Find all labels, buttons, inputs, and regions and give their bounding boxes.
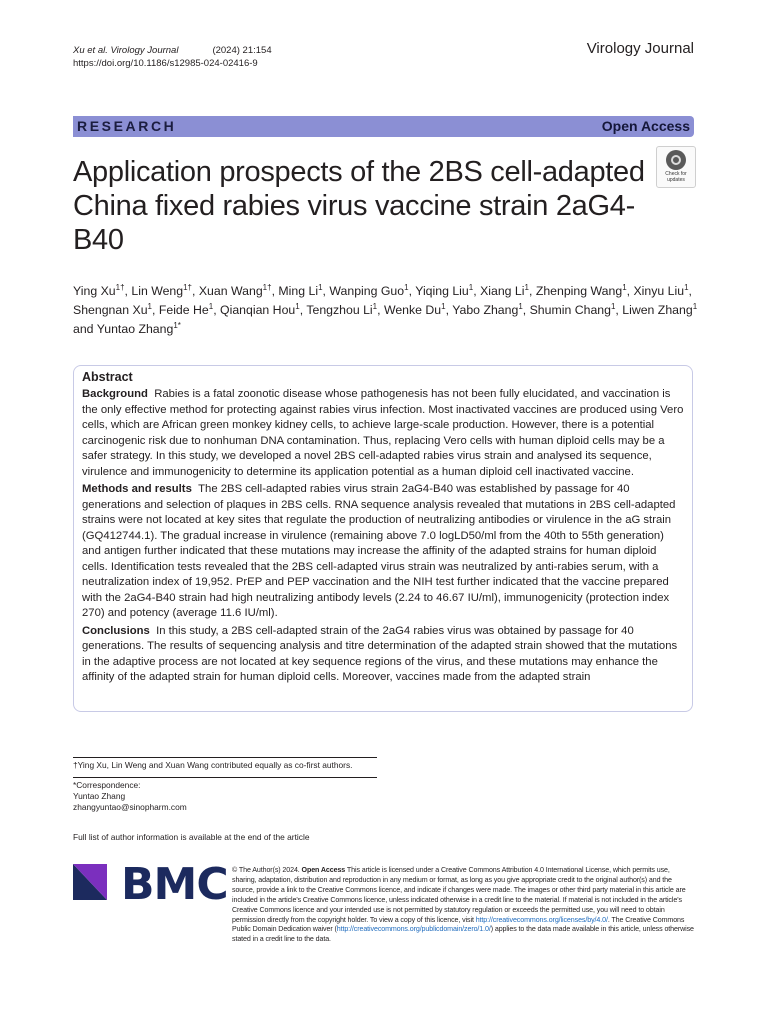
journal-name: Virology Journal [586, 40, 694, 57]
author-affiliation: 1 [147, 301, 152, 311]
correspondence-label: *Correspondence: [73, 780, 141, 790]
author-name[interactable]: Qianqian Hou [220, 303, 296, 317]
author-affiliation: 1† [262, 282, 272, 292]
license-body: This article is licensed under a Creative Commons Attribution 4.0 International License, which permits use, sharing, adaptation, distribution and reproduction in any medium or format, as long as you give appropriate credit to the original author(s) and the source, provide a link to the Creative Commons licence, and indicate if changes were made. The images or other third party material in this article are included in the article's Creative Commons licence, unless indicated otherwise in a credit line to the material. If material is not included in the article's Creative Commons licence and your intended use is not permitted by statutory regulation or exceeds the permitted use, you will need to obtain permission directly from the copyright holder. To view a copy of this licence, visit [232, 866, 686, 924]
bmc-logo-text: BMC [121, 859, 228, 910]
author-name[interactable]: Xiang Li [480, 284, 525, 298]
section-label: RESEARCH [77, 118, 177, 134]
author-name[interactable]: Lin Weng [131, 284, 184, 298]
author-affiliation: 1† [183, 282, 193, 292]
footnote-divider [73, 757, 377, 758]
author-info-note: Full list of author information is available at the end of the article [73, 832, 310, 842]
author-affiliation: 1 [404, 282, 409, 292]
citation-year: (2024) 21:154 [212, 45, 272, 56]
author-affiliation: 1* [173, 320, 181, 330]
license-open-access: Open Access [301, 866, 346, 874]
author-affiliation: 1 [692, 301, 698, 311]
license-body-2: . The Creative Commons Public Domain Dedication waiver ( [232, 915, 685, 934]
author-affiliation: 1 [622, 282, 627, 292]
correspondence-email[interactable]: zhangyuntao@sinopharm.com [73, 802, 187, 812]
abstract-background [82, 387, 684, 480]
author-affiliation: 1 [372, 301, 378, 311]
equal-contribution-note: †Ying Xu, Lin Weng and Xuan Wang contributed equally as co-first authors. [73, 760, 353, 770]
check-updates-line2: updates [667, 177, 685, 183]
author-affiliation: 1 [518, 301, 523, 311]
author-name[interactable]: Liwen Zhang [622, 303, 693, 317]
author-name[interactable]: Yuntao Zhang [96, 322, 174, 336]
author-affiliation: 1 [318, 282, 323, 292]
update-badge-icon [666, 150, 686, 170]
footnotes [73, 757, 377, 819]
author-affiliation: 1† [115, 282, 125, 292]
author-affiliation: 1 [441, 301, 446, 311]
check-for-updates-button[interactable] [656, 146, 696, 188]
author-name[interactable]: Ming Li [278, 284, 319, 298]
citation-header [73, 44, 272, 70]
author-name[interactable]: Xinyu Liu [633, 284, 685, 298]
open-access-label: Open Access [601, 118, 690, 134]
author-name[interactable]: Wanping Guo [329, 284, 405, 298]
author-list: Ying $Xu^{1\dagger}$, Lin Weng$^{1\dagger}$, Xuan Wang$^{1\dagger}$, Ming Li$^1$, Wanping Guo$^1$, Yiqing Liu$^1$, Xiang Li$^1$, Zhenping Wang$^1$, Xinyu Liu$^1$, Shengnan Xu$^1$, Feide He$^1$, Qianqian Hou$^1$, Tengzhou Li$^1$, Wenke Du$^1$, Yabo Zhang$^1$, Shumin Chang$^1$, Liwen Zhang$^1$ and Yuntao Zhang$^{1*}$ [73, 282, 698, 336]
background-label: Background [82, 388, 148, 400]
author-name[interactable]: Yiqing Liu [415, 284, 469, 298]
paper-title: Application prospects of the 2BS cell-adapted China fixed rabies virus vaccine strain 2aG4-B40 [73, 156, 645, 256]
abstract-conclusions [82, 624, 684, 686]
author-affiliation: 1 [610, 301, 616, 311]
correspondence-block [73, 780, 377, 813]
license-text [232, 866, 694, 945]
copyright-notice: © The Author(s) 2024. [232, 866, 300, 874]
methods-text: The 2BS cell-adapted rabies virus strain 2aG4-B40 was established by passage for 40 generations and selection of plaques in 2BS cells. RNA sequence analysis revealed that mutations in 2BS cell-adapted strains were not located at key sites that regulate the production of neutralizing antibodies or virulence in the aG strain (GQ412744.1). The gradual increase in virulence (remaining above 7.0 logLD50/ml from the 40th to 55th generation) and antigen further indicated that these mutations may increase the affinity of the adapted strains for human diploid cells. Identification tests revealed that the 2BS cell-adapted virus strain was neutralized by anti-rabies serum, with a neutralization index of 19,952. PrEP and PEP vaccination and the NIH test further indicated that the vaccine prepared with the 2aG4-B40 strain had high neutralizing antibody levels (2.24 to 46.67 IU/ml), immunogenicity (protection index 270) and potency (average 11.6 IU/ml). [82, 483, 676, 619]
author-name[interactable]: Shumin Chang [529, 303, 611, 317]
abstract-heading: Abstract [82, 370, 133, 384]
author-affiliation: 1 [208, 301, 214, 311]
check-updates-line1: Check for [665, 171, 687, 177]
author-affiliation: 1 [468, 282, 474, 292]
author-name[interactable]: Xuan Wang [198, 284, 263, 298]
section-banner [73, 116, 694, 137]
author-name[interactable]: Zhenping Wang [535, 284, 623, 298]
abstract-methods [82, 482, 684, 622]
author-affiliation: 1 [524, 282, 529, 292]
bmc-logo [73, 859, 228, 910]
footnote-divider [73, 777, 377, 778]
author-name[interactable]: Yabo Zhang [452, 303, 519, 317]
background-text: Rabies is a fatal zoonotic disease whose pathogenesis has not been fully elucidated, and vaccination is the only effective method for protecting against rabies virus infection. Most inactivated vaccines are produced using Vero cells, which are African green monkey kidney cells, to achieve large-scale production. However, there is a potential carcinogenic risk due to nonhuman DNA contamination. Thus, replacing Vero cells with human diploid cells may be a safer strategy. In this study, we developed a novel 2BS cell-adapted rabies virus strain and analysed its sequence, virulence and immunogenicity to determine its application potential as a human diploid cell inactivated vaccine. [82, 388, 684, 478]
abstract-box [73, 365, 693, 712]
author-affiliation: 1 [684, 282, 689, 292]
cc0-link[interactable]: http://creativecommons.org/publicdomain/zero/1.0/ [336, 925, 491, 934]
author-name[interactable]: Shengnan Xu [73, 303, 148, 317]
methods-label: Methods and results [82, 483, 192, 495]
author-name[interactable]: Feide He [158, 303, 209, 317]
doi-link[interactable]: https://doi.org/10.1186/s12985-024-02416-9 [73, 58, 258, 69]
bmc-logo-mark-icon [73, 864, 113, 900]
conclusions-text: In this study, a 2BS cell-adapted strain of the 2aG4 rabies virus was obtained by passage for 40 generations. The results of sequencing analysis and titre determination of the adapted strain showed that the mutations in the adaptive process are not located at key sequence regions of the virus, and these mutations may enhance the affinity of the adapted strain for human diploid cells. Moreover, vaccines made from the adapted strain [82, 624, 678, 683]
citation-authors: Xu et al. Virology Journal [73, 45, 179, 56]
license-body-3: ) applies to the data made available in this article, unless otherwise stated in a credit line to the data. [232, 925, 694, 944]
cc-by-link[interactable]: http://creativecommons.org/licenses/by/4.0/ [475, 915, 608, 924]
author-name[interactable]: Wenke Du [383, 303, 442, 317]
conclusions-label: Conclusions [82, 624, 150, 637]
correspondence-name: Yuntao Zhang [73, 791, 126, 801]
author-name[interactable]: Tengzhou Li [306, 303, 373, 317]
author-affiliation: 1 [295, 301, 300, 311]
author-connector: and [73, 322, 94, 336]
author-name[interactable]: Ying Xu [73, 284, 116, 298]
